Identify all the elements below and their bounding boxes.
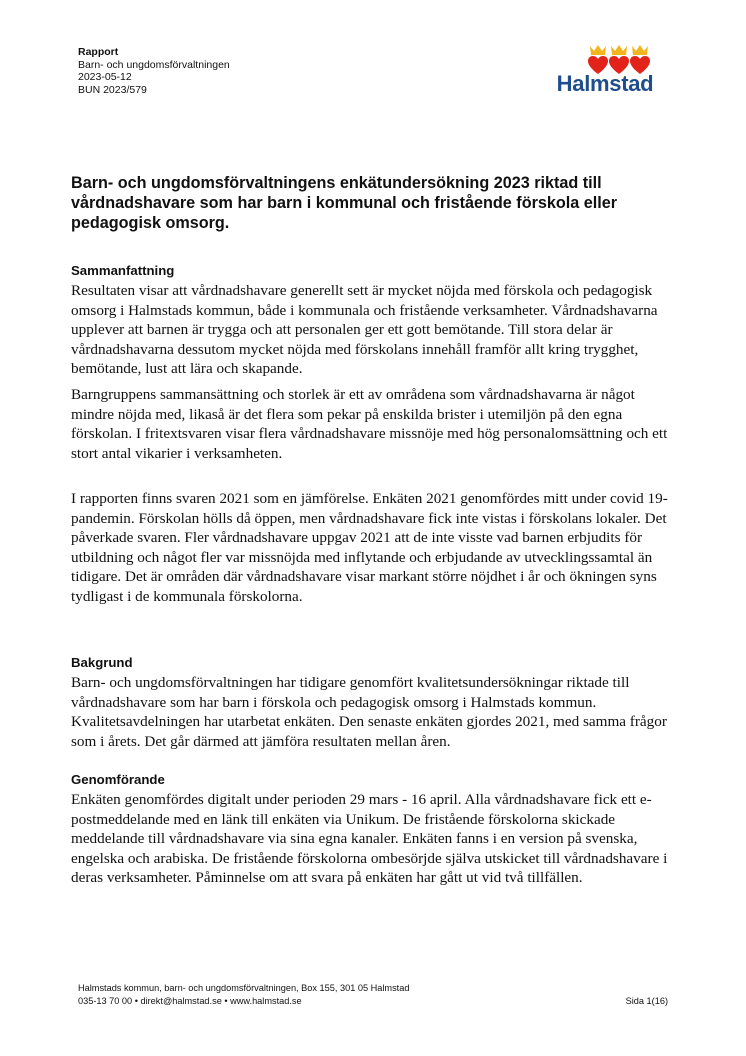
footer-contact: 035-13 70 00 • direkt@halmstad.se • www.halmstad.se — [78, 996, 302, 1006]
footer-address: Halmstads kommun, barn- och ungdomsförvaltningen, Box 155, 301 05 Halmstad — [78, 983, 410, 993]
summary-paragraph-3: I rapporten finns svaren 2021 som en jämförelse. Enkäten 2021 genomfördes mitt under covid 19-pandemin. Förskolan hölls då öppen, men vårdnadshavare fick inte vistas i förskolans lokaler. Det påverkade svaren. Fler vårdnadshavare uppgav 2021 att de inte visste vad barnen erbjudits för utbildning och något fler var missnöjda med inflytande och erbjudande av utvecklingssamtal än tidigare. Det är områden där vårdnadshavare visar markant större nöjdhet i år och ökningen syns tydligast i de kommunala förskolorna. — [71, 490, 668, 605]
document-date: 2023-05-12 — [78, 71, 132, 83]
document-header — [78, 46, 230, 96]
report-title: Barn- och ungdomsförvaltningens enkätundersökning 2023 riktad till vårdnadshavare som har barn i kommunal och fristående förskola eller pedagogisk omsorg. — [71, 174, 618, 232]
halmstad-logo — [548, 43, 662, 101]
department-name: Barn- och ungdomsförvaltningen — [78, 58, 230, 71]
crown-icon — [590, 45, 648, 55]
document-type: Rapport — [78, 46, 119, 58]
footer — [78, 982, 409, 1008]
summary-paragraph-1: Resultaten visar att vårdnadshavare generellt sett är mycket nöjda med förskola och pedagogisk omsorg i Halmstads kommun, både i kommunala och fristående verksamheter. Vårdnadshavarna upplever att barnen är trygga och att personalen ger ett gott bemötande. Till stora delar är vårdnadshavarna dessutom mycket nöjda med förskolans innehåll framför allt kring trygghet, bemötande, lust att lära och skapande. — [71, 282, 658, 377]
logo-text: Halmstad — [556, 71, 654, 96]
reference-number: BUN 2023/579 — [78, 83, 147, 96]
implementation-heading: Genomförande — [71, 772, 165, 787]
summary-paragraph-2: Barngruppens sammansättning och storlek är ett av områdena som vårdnadshavarna är något mindre nöjda med, likaså är det flera som pekar på enskilda brister i utemiljön på den egna förskolan. I fritextsvaren visar flera vårdnadshavare missnöje med hög personalomsättning och ett stort antal vikarier i verksamheten. — [71, 386, 668, 462]
implementation-paragraph: Enkäten genomfördes digitalt under perioden 29 mars - 16 april. Alla vårdnadshavare fick ett e-postmeddelande med en länk till enkäten via Unikum. De fristående förskolorna skickade meddelande till vårdnadshavare via sina egna kanaler. Enkäten fanns i en version på svenska, engelska och arabiska. De fristående förskolorna ombesörjde själva utskicket till vårdnadshavare i deras verksamheter. Påminnelse om att svara på enkäten har gått ut vid två tillfällen. — [71, 791, 668, 886]
background-heading: Bakgrund — [71, 655, 133, 670]
summary-heading: Sammanfattning — [71, 263, 175, 278]
background-paragraph: Barn- och ungdomsförvaltningen har tidigare genomfört kvalitetsundersökningar riktade till vårdnadshavare som har barn i förskola och pedagogisk omsorg i Halmstads kommun. Kvalitetsavdelningen har utarbetat enkäten. Den senaste enkäten gjordes 2021, med samma frågor som i årets. Det går därmed att jämföra resultaten mellan åren. — [71, 674, 667, 750]
page-number: Sida 1(16) — [625, 996, 668, 1006]
